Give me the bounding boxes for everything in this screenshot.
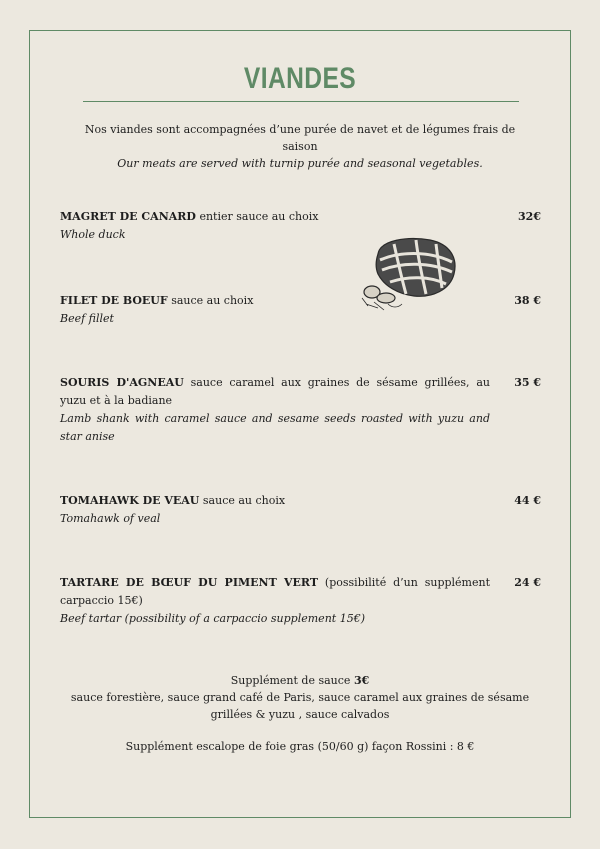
intro-fr: Nos viandes sont accompagnées d’une purée de navet et de légumes frais de saison [84,123,516,153]
menu-item-souris [60,374,490,446]
item-desc: entier sauce au choix [195,210,319,223]
item-translation: Beef tartar (possibility of a carpaccio supplement 15€) [60,612,365,625]
item-translation: Lamb shank with caramel sauce and sesame seeds roasted with yuzu and star anise [60,412,490,443]
item-price: 44 € [514,494,541,507]
item-translation: Whole duck [60,228,126,241]
menu-item-tomahawk [60,492,490,528]
menu-item-filet [60,292,490,328]
item-price: 35 € [514,376,541,389]
intro-en: Our meats are served with turnip purée and seasonal vegetables. [117,157,483,170]
sauce-supplement-label: Supplément de sauce [230,674,354,687]
intro-text [80,121,520,172]
item-price: 38 € [514,294,541,307]
item-name: TARTARE DE BŒUF DU PIMENT VERT [60,576,319,589]
item-name: SOURIS D'AGNEAU [60,376,184,389]
item-translation: Beef fillet [60,312,114,325]
menu-item-tartare [60,574,490,628]
foie-gras-supplement: Supplément escalope de foie gras (50/60 g) façon Rossini : 8 € [125,740,475,753]
item-desc: sauce caramel aux graines de sésame grillées, au yuzu et à la badiane [60,376,490,407]
item-desc: sauce au choix [199,494,286,507]
item-price: 24 € [514,576,541,589]
item-name: MAGRET DE CANARD [60,210,196,223]
sauce-list: sauce forestière, sauce grand café de Paris, sauce caramel aux graines de sésame grillées & yuzu , sauce calvados [70,691,530,721]
item-desc: (possibilité d’un supplément carpaccio 15€) [60,576,490,607]
item-price: 32€ [518,210,541,223]
page-title: VIANDES [243,62,357,95]
item-desc: sauce au choix [167,294,254,307]
sauce-supplement-price: 3€ [353,674,370,687]
item-translation: Tomahawk of veal [60,512,161,525]
title-divider [83,101,519,102]
item-name: FILET DE BOEUF [60,294,168,307]
item-name: TOMAHAWK DE VEAU [60,494,200,507]
sauce-supplement [70,672,530,723]
